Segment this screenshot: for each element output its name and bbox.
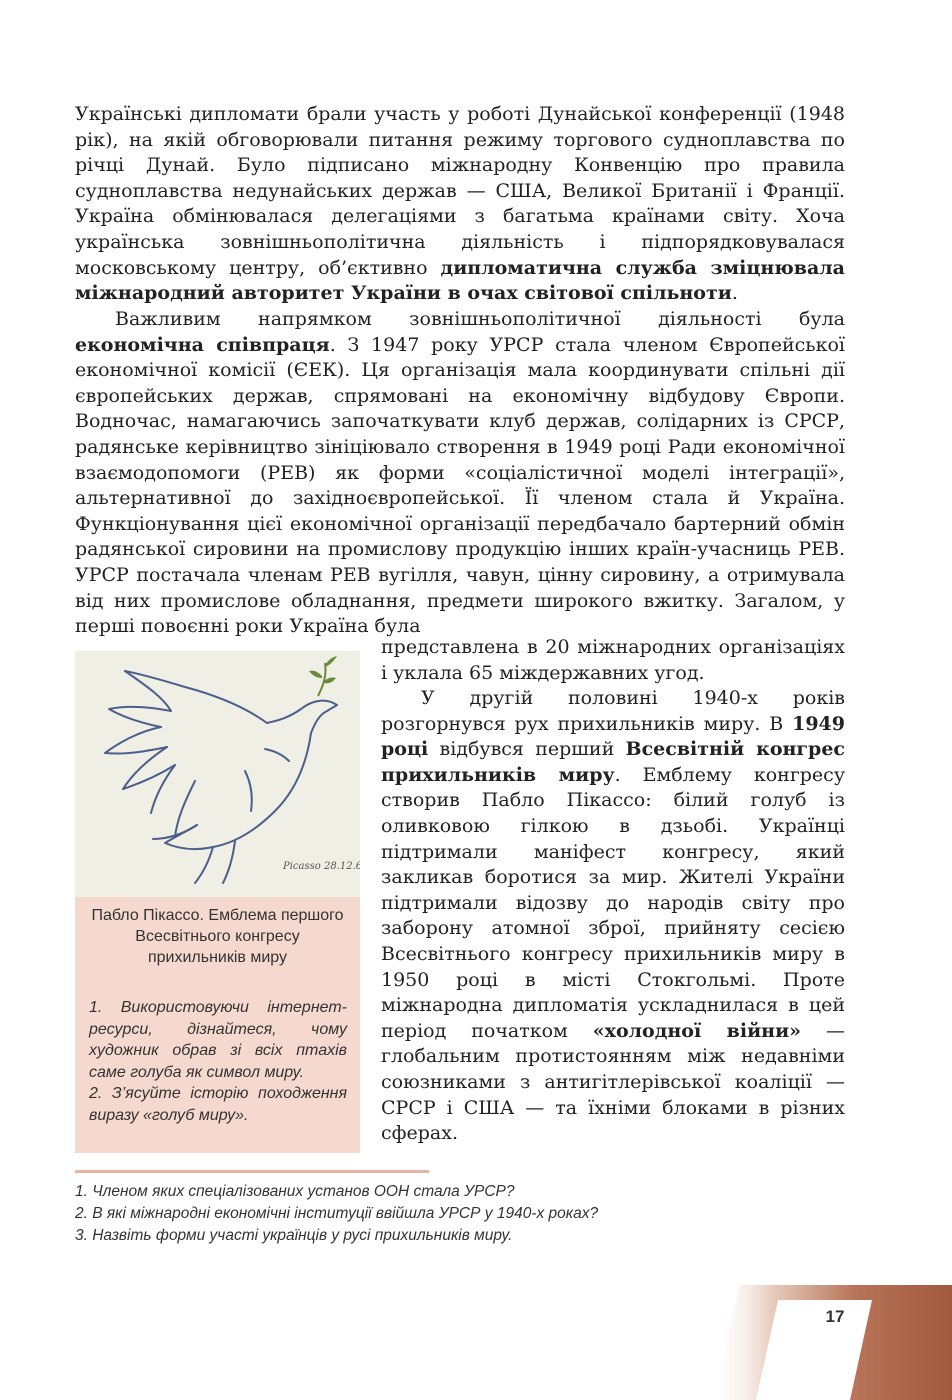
p2-text-3: представлена в 20 міжнародних організаціях і уклала 65 міждержавних угод. [381, 636, 845, 684]
p1-text-2: . [731, 282, 738, 305]
p3-bold-2: Всесвітній конгрес прихильників миру [381, 738, 845, 786]
figure-task-2: 2. З’ясуйте історію походження виразу «голуб миру». [89, 1085, 347, 1124]
p3-text-4: — глобальним протистоянням між недавніми союзниками з антигітлерівської коаліції — СРСР і США — та їхніми блоками в різних сферах. [381, 1019, 845, 1145]
figure-task-1: 1. Використовуючи інтернет-ресурси, дізнайтеся, чому художник обрав зі всіх птахів саме голуба як символ миру. [89, 999, 347, 1081]
p3-text-1: У другій половині 1940-х років розгорнувся рух прихильників миру. В [381, 687, 845, 735]
p2-text-2: . З 1947 року УРСР стала членом Європейської економічної комісії (ЄЕК). Ця організація мала координувати спільні дії європейських держав, спрямовані на економічну відбудову Європи. Водночас, намагаючись започаткувати клуб держав, солідарних із СРСР, радянське керівництво зініціювало створення в 1949 році Ради економічної взаємодопомоги (РЕВ) як форми «соціалістичної моделі інтеграції», альтернативної до західноєвропейської. Її членом стала й Україна. Функціонування цієї економічної організації передбачало бартерний обмін радянської сировини на промислову продукцію інших країн-учасниць РЕВ. УРСР постачала членам РЕВ вугілля, чавун, цінну сировину, а отримувала від них промислове обладнання, предмети широкого вжитку. Загалом, у перші повоєнні роки Україна була [75, 333, 846, 638]
question-2: 2. В які міжнародні економічні інституції ввійшла УРСР у 1940-х роках? [75, 1205, 599, 1222]
question-1: 1. Членом яких спеціалізованих установ ООН стала УРСР? [75, 1183, 515, 1200]
p3-bold-1: 1949 році [381, 712, 845, 761]
p2-text-1: Важливим напрямком зовнішньополітичної діяльності була [115, 308, 845, 330]
p2-bold-1: економічна співпраця [75, 333, 330, 356]
page-number: 17 [825, 1307, 845, 1326]
p3-text-2: відбувся перший [428, 738, 626, 761]
dove-signature: Picasso 28.12.61 [283, 861, 360, 872]
figure-caption: Пабло Пікассо. Емблема першого Всесвітнього конгресу прихильників миру [91, 907, 344, 966]
p1-bold-1: дипломатична служба зміцнювала міжнародний авторитет України в очах світової спільноти [75, 256, 845, 305]
p1-text-1: Українські дипломати брали участь у роботі Дунайської конференції (1948 рік), на якій обговорювали питання режиму торгового судноплавства по річці Дунай. Було підписано міжнародну Конвенцію про правила судноплавства недунайських держав — США, Великої Британії і Франції. Україна обмінювалася делегаціями з багатьма країнами світу. Хоча українська зовнішньополітична діяльність і підпорядковувалася московському центру, об’єктивно [75, 103, 845, 279]
p3-text-3: . Емблему конгресу створив Пабло Пікассо: білий голуб із оливковою гілкою в дзьобі. Українці підтримали маніфест конгресу, який закликав боротися за мир. Жителі України підтримали відозву до народів світу про заборону атомної зброї, прийняту сесією Всесвітнього конгресу прихильників миру в 1950 році в місті Стокгольмі. Проте міжнародна дипломатія ускладнилася в цей період початком [381, 763, 846, 1042]
question-3: 3. Назвіть форми участі українців у русі прихильників миру. [75, 1227, 513, 1244]
p3-bold-3: «холодної війни» [592, 1019, 802, 1042]
